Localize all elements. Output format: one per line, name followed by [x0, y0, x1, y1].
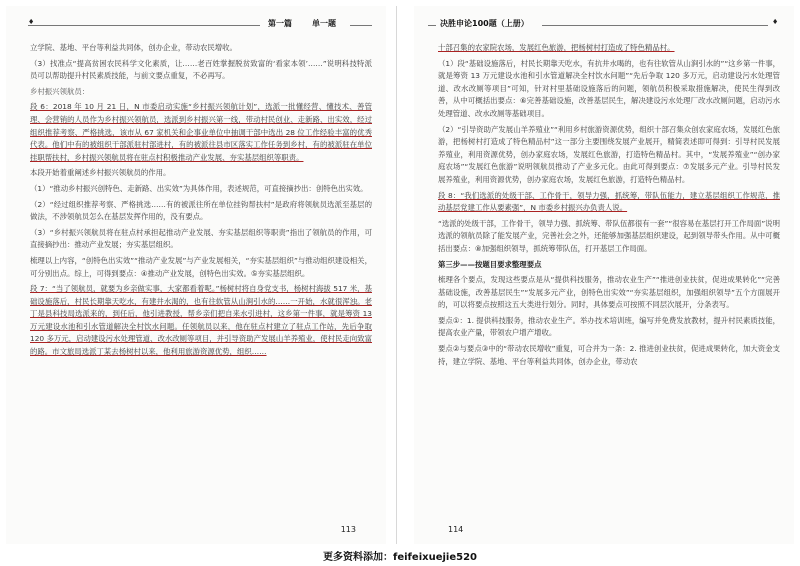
- page-number: 113: [340, 525, 356, 534]
- header-book-title: 决胜申论100题（上册）: [436, 18, 533, 29]
- right-page-body: [438, 42, 780, 371]
- header-ornament: ♦: [772, 18, 779, 26]
- footer-contact: 更多资料添加：feifeixuejie520: [323, 552, 477, 563]
- header-rule: [542, 25, 768, 26]
- paragraph-subheading: 乡村振兴领航员：: [30, 86, 90, 96]
- book-spine: [396, 6, 397, 544]
- paragraph: （2）“经过组织推荐考察、严格挑选……有的被派往所在单位挂钩帮扶村”是政府将领航员选派至基层的做法，不涉领航员怎么在基层发挥作用的，没有要点。: [30, 199, 372, 222]
- paragraph: “选派的处级干部，工作骨干，领导力强、抓统筹、带队伍都很有一套”“很容易在基层打开工作局面”说明选派的领航员除了能发展产业，完善社会之外，还能够加强基层组织建设，起到领导带头作用。从中可概括出要点：⑧加强组织领导，抓统筹带队伍，打开基层工作局面。: [438, 218, 780, 253]
- paragraph: 立学院、基地、平台等利益共同体，创办企业，带动农民增收。: [30, 43, 237, 52]
- header-ornament: ♦: [28, 18, 35, 26]
- header-rule: [428, 25, 436, 26]
- paragraph: 梳理各个要点，发现这些要点是从“提供科技服务，推动农业生产”“推进创业扶贫，促进成果转化”“完善基础设施，改善基层民生”“发展多元产业，创特色出实效”“夯实基层组织，加强组织领导”五个方面展开的，可以将要点按照这五大类进行划分。同时，具体要点可按照不同层次展开，分条表写。: [438, 275, 780, 310]
- paragraph: （1）段“基础设施落后，村民长期靠天吃水，有抗井水喝的，也有往软管从山涧引水的”“这乡第一件事，就是筹资 13 万元建设水池和引水管道解决全村饮水问题”“先后争取 120 多万元，启动建设污水处理管道、改水改厕等项目”可知，针对村里基础设施落后的问题，领航员积极采取措施解决，使民生得到改善，从中可概括出要点：⑥完善基础设施，改善基层民生，解决建设污水处理厂改水改厕问题，启动污水处理管道、改水改厕等基础项目。: [438, 58, 780, 118]
- header-section: 第一篇: [264, 18, 296, 29]
- paragraph-underlined: 段 6：2018 年 10 月 21 日，N 市委启动实施“乡村振兴领航计划”，选派一批懂经营、懂技术、善管理、会营销的人员作为乡村振兴领航员，选派到乡村振兴第一线，带动村民创业、走新路、出实效，经过组织推荐考察、严格挑选，该市从 67 家机关和企事业单位中抽调干部中选出 28 位工作经验丰富的优秀代表。他们中有的被组织干部派驻村部进村，有的被派往县市区落实工作任务到乡村，有的被派驻在单位挂职帮扶村，乡村振兴领航员将在驻点村积极推动产业发展、夯实基层组织等职责。: [30, 102, 372, 162]
- paragraph: 要点①：1. 提供科技服务，推动农业生产。举办技术培训班，编写并免费发放教材，提升村民素质技能，提高农业产量，带领农户增产增收。: [438, 315, 780, 338]
- right-page: [414, 6, 794, 544]
- header-rule: [350, 25, 372, 26]
- paragraph: （1）“推动乡村振兴创特色、走新路、出实效”为具体作用，表述规范，可直接摘抄出：创特色出实效。: [30, 183, 368, 193]
- step-heading: 第三步——按题目要求整理要点: [438, 259, 542, 269]
- left-page-header: [6, 18, 386, 32]
- left-page-body: [30, 42, 372, 362]
- paragraph-underlined: 段 7：“当了领航员，就要为乡亲做实事，大家都看着呢。”杨树村将自身党支书，杨树村海拔 517 米，基础设施落后，村民长期靠天吃水，有建井水渴的，也有往软管从山涧引水的……一开始，水就很浑浊。老丁是县科技局选派来的，到任后，他引进教授，帮乡亲们把自来水引进村，这乡第一件事，就是筹资 13 万元建设水池和引水管道解决全村饮水问题。任领航员以来，他在驻点村建立了驻点工作站，先后争取 120 多万元，启动建设污水处理管道、改水改厕等项目，并引导资助产发展山羊养殖业，使村民走向致富的路。市文旅局选派丁某去杨树村以来，他利用旅游资源优势，组织……: [30, 284, 372, 357]
- paragraph: （3）“乡村振兴领航员将在驻点村承担起推动产业发展、夯实基层组织等职责”指出了领航员的作用，可直接摘抄出：推动产业发展；夯实基层组织。: [30, 227, 372, 250]
- page-number: 114: [448, 525, 464, 534]
- paragraph: 本段开始着重阐述乡村振兴领航员的作用。: [30, 168, 171, 178]
- paragraph: 梳理以上内容，“创特色出实效”“推动产业发展”与产业发展相关，“夯实基层组织”与推动组织建设相关，可分别出点。综上，可得到要点：④推动产业发展，创特色出实效。⑤夯实基层组织。: [30, 255, 372, 278]
- paragraph: （3）找准点“提高贫困农民科学文化素质，让……老百姓掌握脱贫致富的‘看家本领’……”说明科技特派员可以帮助提升村民素质技能，与前文要点重复，不必再写。: [30, 58, 372, 81]
- right-page-header: [414, 18, 794, 32]
- paragraph: （2）“引导资助产发展山羊养殖业”“利用乡村旅游资源优势，组织十部召集众创农家庭农场，发展红色旅游，把杨树村打造成了特色精品村”这一部分主要围绕发展产业展开，精简表述即可得到：引导村民发展养殖业，利用资源优势，创办家庭农场，发展红色旅游，打造特色精品村。其中，“发展养殖业”“创办家庭农场”“发展红色旅游”说明领航员推动了产业多元化。由此可得到要点：⑦发展多元产业。引导村民发展养殖业，利用资源优势，创办家庭农场，发展红色旅游，打造特色精品村。: [438, 124, 780, 184]
- header-rule: [28, 25, 260, 26]
- paragraph-underlined: 十部召集的农家院农场，发展红色旅游，把杨树村打造成了特色精品村。: [438, 43, 675, 52]
- paragraph: 要点②与要点③中的“带动农民增收”重复，可合并为一条：2. 推进创业扶贫，促进成果转化，加大资金支持，建立学院、基地、平台等利益共同体，创办企业，带动农: [438, 344, 780, 366]
- paragraph-underlined: 段 8：“我们选派的处级干部、工作骨干，领导力强，抓统筹，带队伍能力，建立基层组织工作规范，推动基层党建工作从要素强”，N 市委乡村振兴办负责人说。: [438, 190, 780, 213]
- header-part: 单一题: [308, 18, 340, 29]
- left-page: [6, 6, 386, 544]
